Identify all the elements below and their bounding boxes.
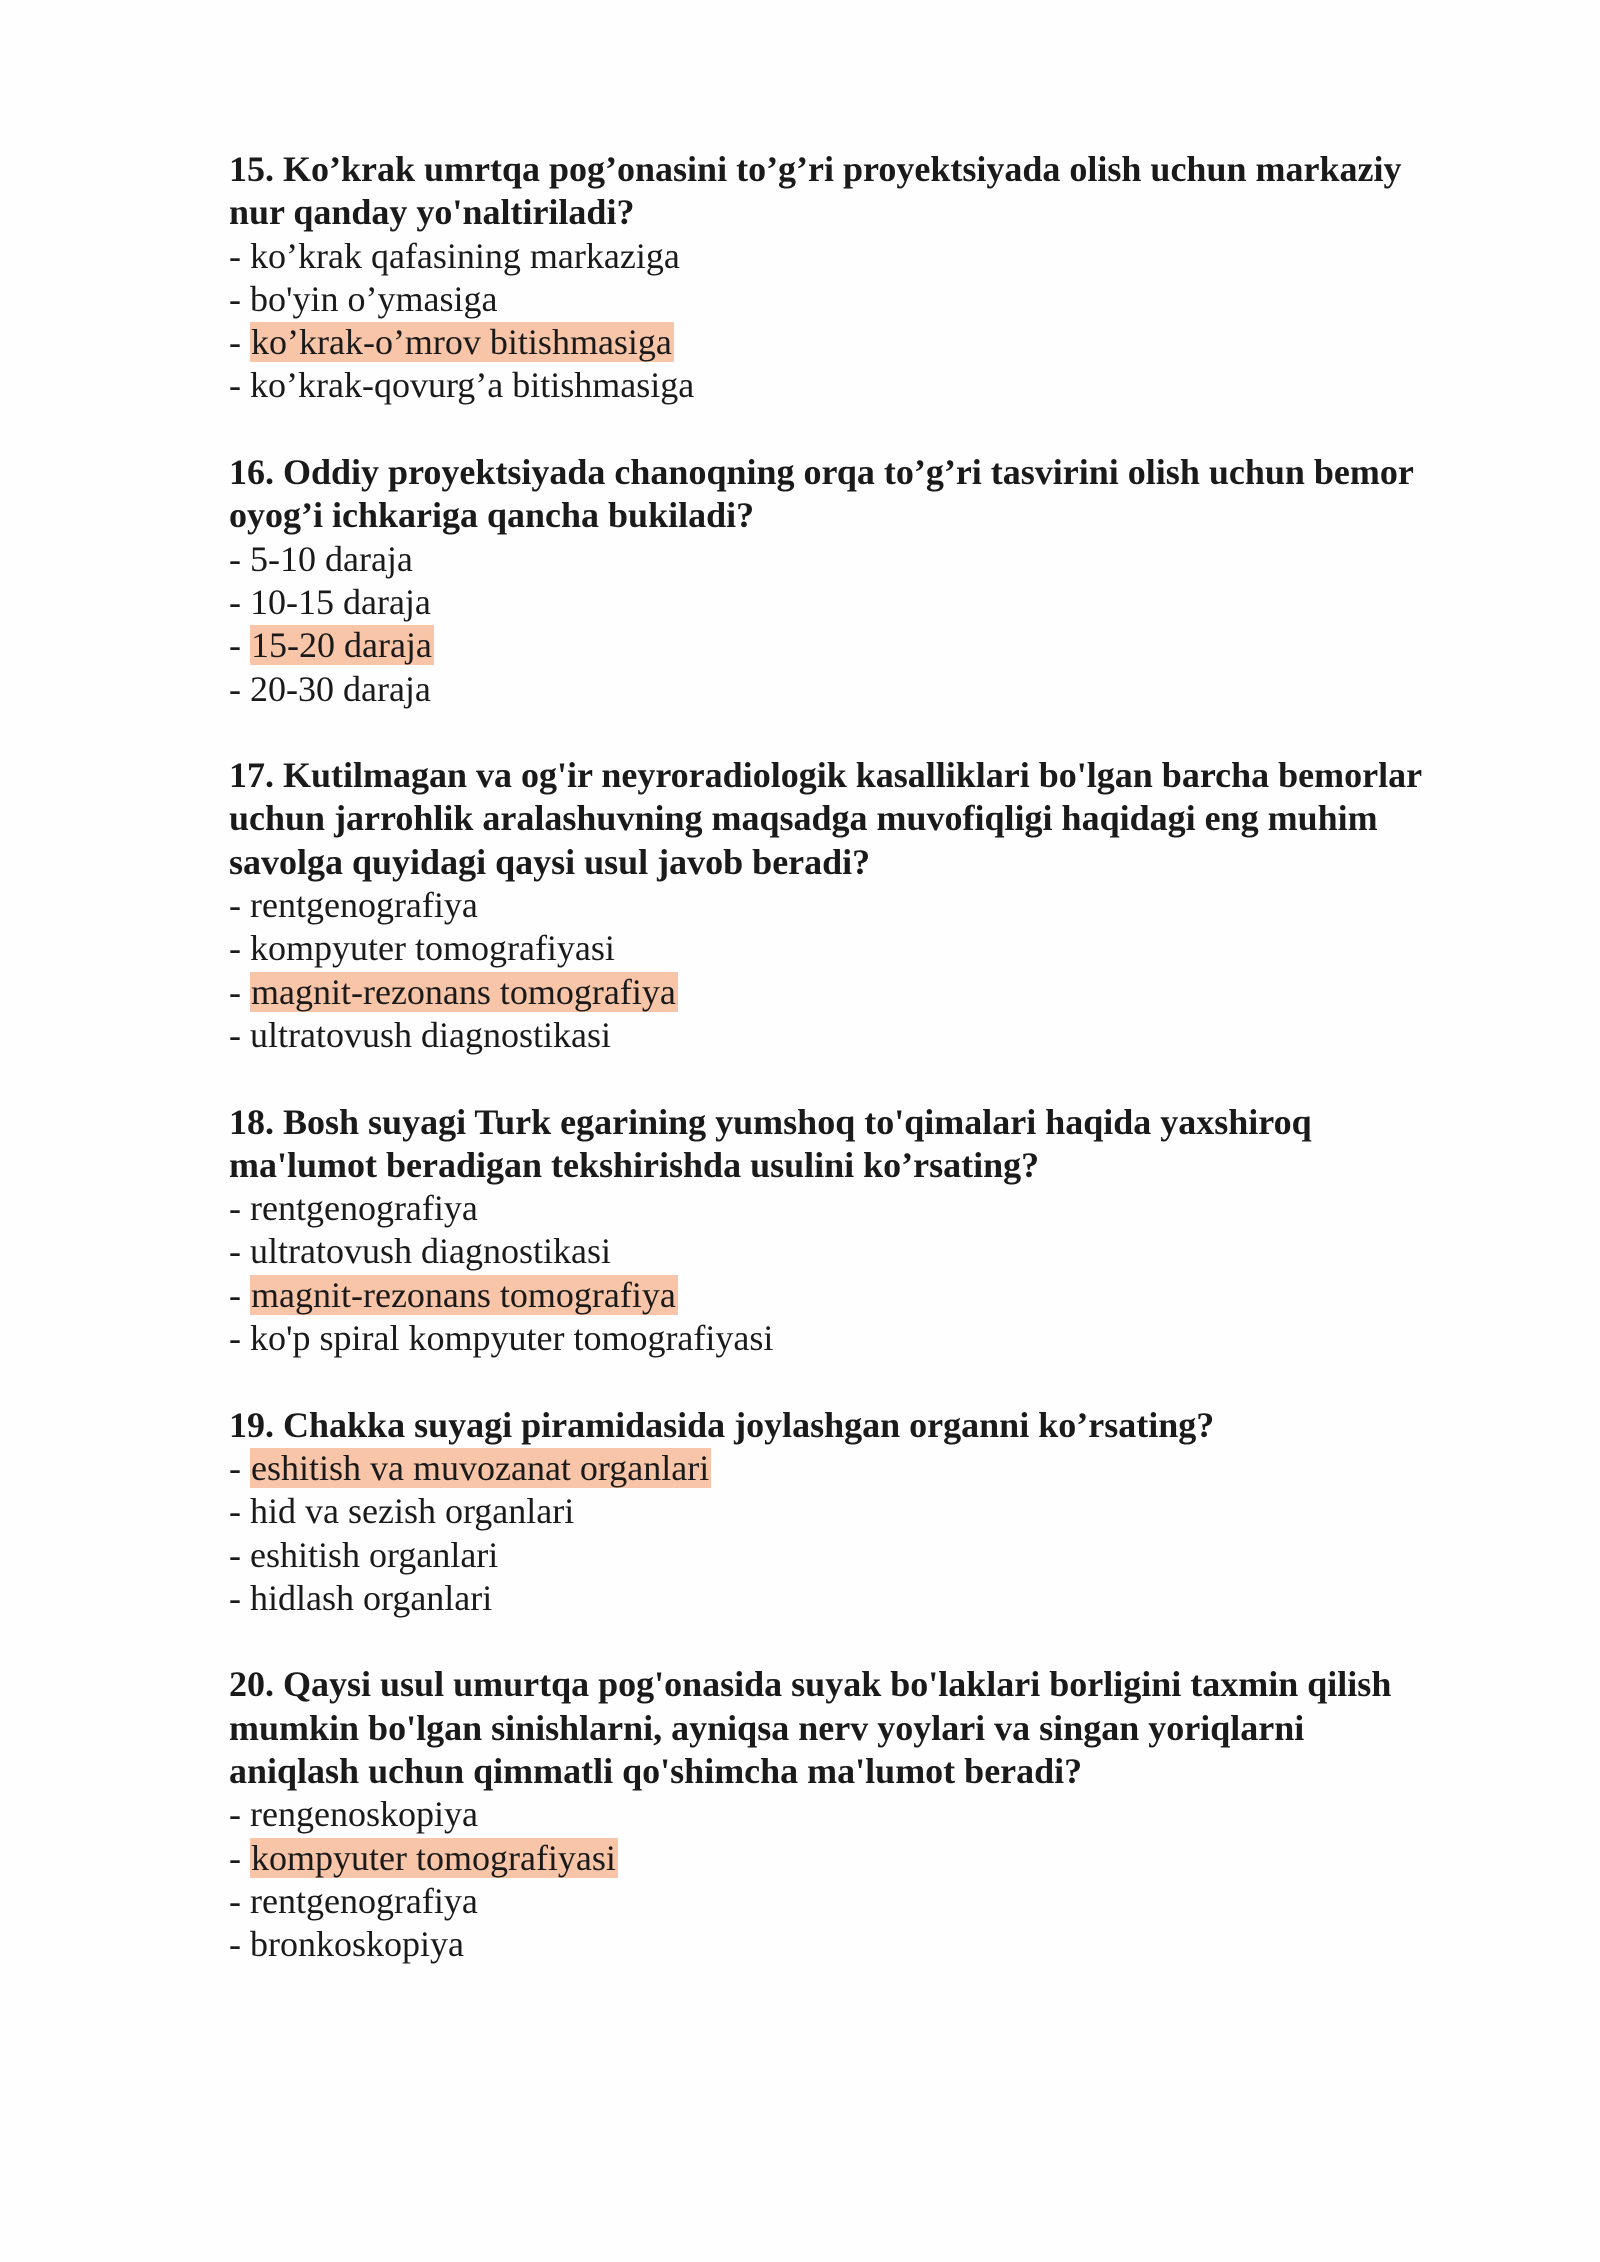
highlighted-answer: 15-20 daraja [251,625,432,666]
option-text: rentgenografiya [250,885,478,926]
question-line: aniqlash uchun qimmatli qo'shimcha ma'lumot beradi? [229,1750,1083,1791]
option-text: kompyuter tomografiyasi [250,928,615,969]
question-line: uchun jarrohlik aralashuvning maqsadga muvofiqligi haqidagi eng muhim [229,798,1378,839]
answer-option: - ultratovush diagnostikasi [229,1231,611,1272]
question-15 [229,148,1529,408]
highlighted-answer: eshitish va muvozanat organlari [251,1447,710,1488]
answer-option: - bronkoskopiya [229,1924,464,1965]
question-line: ma'lumot beradigan tekshirishda usulini ko’rsating? [229,1144,1040,1185]
question-20 [229,1663,1529,1966]
answer-option: - 20-30 daraja [229,668,431,709]
highlighted-answer: magnit-rezonans tomografiya [251,971,676,1012]
answer-option-correct: - magnit-rezonans tomografiya [229,971,676,1012]
question-line: mumkin bo'lgan sinishlarni, ayniqsa nerv yoylari va singan yoriqlarni [229,1707,1305,1748]
highlighted-answer: ko’krak-o’mrov bitishmasiga [251,322,672,363]
option-text: hidlash organlari [250,1577,493,1618]
answer-option: - rentgenografiya [229,885,478,926]
option-text: bo'yin o’ymasiga [250,278,498,319]
question-line: 17. Kutilmagan va og'ir neyroradiologik kasalliklari bo'lgan barcha bemorlar [229,755,1423,796]
question-line: oyog’i ichkariga qancha bukiladi? [229,495,755,536]
question-text [229,1404,1529,1447]
question-list [229,148,1529,2010]
answer-option-correct: - ko’krak-o’mrov bitishmasiga [229,322,672,363]
answer-option: - ko’krak-qovurg’a bitishmasiga [229,365,695,406]
answer-option: - rengenoskopiya [229,1794,478,1835]
question-line: nur qanday yo'naltiriladi? [229,192,635,233]
option-text: ko'p spiral kompyuter tomografiyasi [250,1318,774,1359]
option-text: 5-10 daraja [250,538,413,579]
answer-option: - 10-15 daraja [229,581,431,622]
answer-option-correct: - kompyuter tomografiyasi [229,1837,616,1878]
option-text: rentgenografiya [250,1880,478,1921]
question-19 [229,1404,1529,1620]
option-text: rengenoskopiya [250,1794,478,1835]
answer-option: - hidlash organlari [229,1577,493,1618]
answer-option-correct: - 15-20 daraja [229,625,432,666]
question-text [229,1663,1529,1793]
highlighted-answer: kompyuter tomografiyasi [251,1837,616,1878]
answer-option: - rentgenografiya [229,1880,478,1921]
option-text: 10-15 daraja [250,581,431,622]
question-line: 18. Bosh suyagi Turk egarining yumshoq to'qimalari haqida yaxshiroq [229,1101,1312,1142]
option-text: hid va sezish organlari [250,1491,575,1532]
answer-option: - ko'p spiral kompyuter tomografiyasi [229,1318,774,1359]
option-text: ko’krak-qovurg’a bitishmasiga [250,365,695,406]
option-text: ko’krak qafasining markaziga [250,235,680,276]
question-text [229,754,1529,884]
option-text: 20-30 daraja [250,668,431,709]
answer-option: - bo'yin o’ymasiga [229,278,498,319]
question-line: savolga quyidagi qaysi usul javob beradi? [229,841,871,882]
option-text: ultratovush diagnostikasi [250,1231,611,1272]
highlighted-answer: magnit-rezonans tomografiya [251,1274,676,1315]
option-text: rentgenografiya [250,1188,478,1229]
answer-option-correct: - eshitish va muvozanat organlari [229,1447,710,1488]
question-text [229,451,1529,538]
question-line: 20. Qaysi usul umurtqa pog'onasida suyak bo'laklari borligini taxmin qilish [229,1664,1392,1705]
answer-option: - kompyuter tomografiyasi [229,928,615,969]
answer-option: - eshitish organlari [229,1534,499,1575]
question-line: 15. Ko’krak umrtqa pog’onasini to’g’ri proyektsiyada olish uchun markaziy [229,149,1402,189]
answer-option-correct: - magnit-rezonans tomografiya [229,1274,676,1315]
question-line: 19. Chakka suyagi piramidasida joylashgan organni ko’rsating? [229,1404,1215,1445]
question-16 [229,451,1529,711]
question-17 [229,754,1529,1057]
answer-option: - ultratovush diagnostikasi [229,1014,611,1055]
answer-option: - rentgenografiya [229,1188,478,1229]
question-18 [229,1101,1529,1361]
question-text [229,1101,1529,1188]
question-line: 16. Oddiy proyektsiyada chanoqning orqa to’g’ri tasvirini olish uchun bemor [229,452,1414,493]
option-text: bronkoskopiya [250,1924,464,1965]
answer-option: - ko’krak qafasining markaziga [229,235,680,276]
option-text: eshitish organlari [250,1534,499,1575]
answer-option: - 5-10 daraja [229,538,413,579]
option-text: ultratovush diagnostikasi [250,1014,611,1055]
answer-option: - hid va sezish organlari [229,1491,575,1532]
question-text [229,148,1529,235]
